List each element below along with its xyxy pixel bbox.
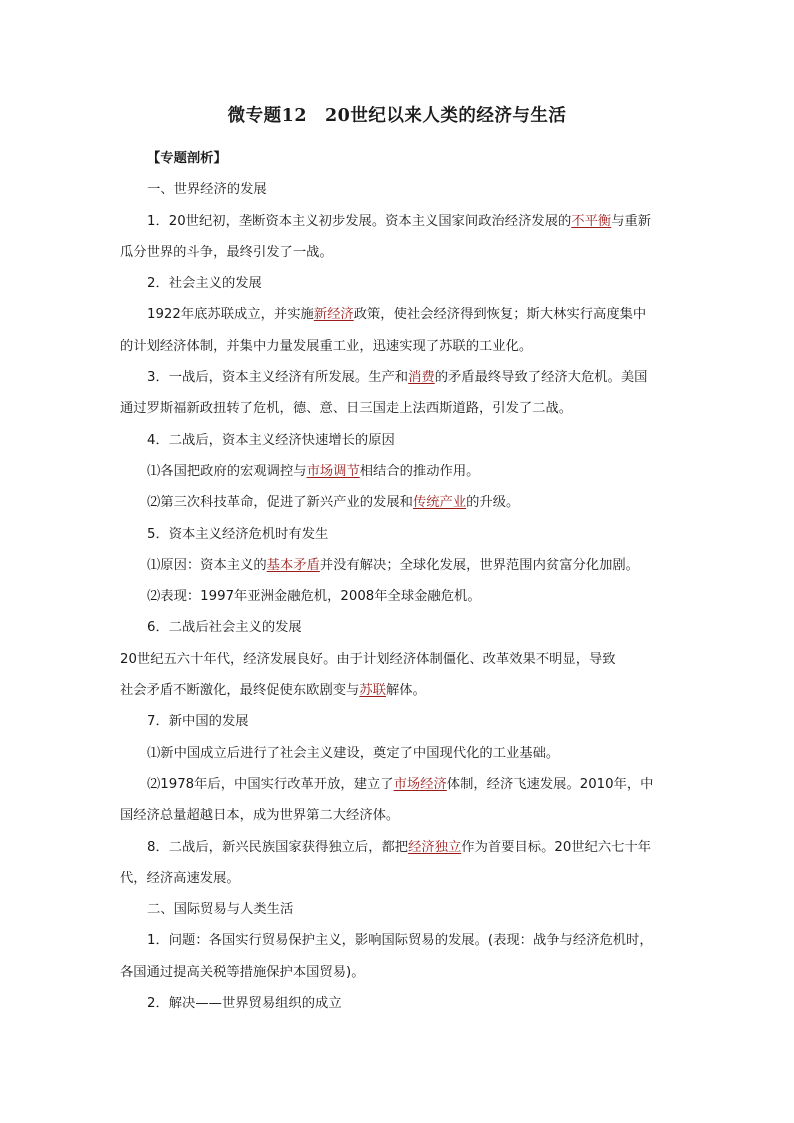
keyword-underline: 苏联 <box>359 683 386 699</box>
paragraph-line <box>120 362 674 393</box>
text-span: ⑴各国把政府的宏观调控与 <box>147 463 307 479</box>
paragraph-line: 代，经济高速发展。 <box>120 870 240 886</box>
text-span: 作为首要目标。20世纪六七十年 <box>461 839 652 855</box>
section-heading-2: 二、国际贸易与人类生活 <box>147 902 294 918</box>
item-2 <box>120 268 674 362</box>
item-heading: 2．社会主义的发展 <box>147 276 262 292</box>
keyword-underline: 市场经济 <box>393 776 447 792</box>
text-span: 解体。 <box>385 683 426 699</box>
keyword-underline: 市场调节 <box>306 463 360 479</box>
text-span: ⑵1978年后，中国实行改革开放，建立了 <box>147 776 394 792</box>
text-span: 1922年底苏联成立，并实施 <box>147 307 314 323</box>
trade-item-2: 2．解决——世界贸易组织的成立 <box>147 996 342 1012</box>
keyword-underline: 基本矛盾 <box>266 557 320 573</box>
page-title: 微专题12 20世纪以来人类的经济与生活 <box>227 106 567 126</box>
paragraph-line: ⑴新中国成立后进行了社会主义建设，奠定了中国现代化的工业基础。 <box>147 745 560 761</box>
item-3 <box>120 362 674 425</box>
text-span: 社会矛盾不断激化，最终促使东欧剧变与 <box>120 683 360 699</box>
item-heading: 7．新中国的发展 <box>147 714 249 730</box>
text-span: 相结合的推动作用。 <box>359 463 480 479</box>
paragraph-line: 国经济总量超越日本，成为世界第二大经济体。 <box>120 808 400 824</box>
item-heading: 4．二战后，资本主义经济快速增长的原因 <box>147 432 395 448</box>
trade-item-1 <box>120 925 674 988</box>
paragraph-line: ⑵表现：1997年亚洲金融危机，2008年全球金融危机。 <box>147 589 481 605</box>
paragraph-line <box>120 299 674 330</box>
paragraph-line: 瓜分世界的斗争，最终引发了一战。 <box>120 244 333 260</box>
keyword-underline: 消费 <box>408 370 435 386</box>
paragraph-line <box>120 675 674 706</box>
text-span: 的矛盾最终导致了经济大危机。美国 <box>434 370 648 386</box>
text-span: 1．20世纪初，垄断资本主义初步发展。资本主义国家间政治经济发展的 <box>147 213 572 229</box>
item-4 <box>120 425 674 519</box>
paragraph-line <box>120 832 674 863</box>
section-label: 【专题剖析】 <box>147 151 227 166</box>
text-span: 政策，使社会经济得到恢复；斯大林实行高度集中 <box>353 307 647 323</box>
text-span: 并没有解决；全球化发展，世界范围内贫富分化加剧。 <box>319 557 639 573</box>
item-1 <box>120 206 674 269</box>
paragraph-line: 通过罗斯福新政扭转了危机，德、意、日三国走上法西斯道路，引发了二战。 <box>120 401 573 417</box>
text-span: 8．二战后，新兴民族国家获得独立后，都把 <box>147 839 409 855</box>
paragraph-line <box>120 456 674 487</box>
paragraph-line <box>120 487 674 518</box>
keyword-underline: 传统产业 <box>412 495 467 511</box>
item-heading: 5．资本主义经济危机时有发生 <box>147 526 329 542</box>
document-body <box>120 143 674 1019</box>
item-7 <box>120 706 674 831</box>
paragraph-line: 1．问题：各国实行贸易保护主义，影响国际贸易的发展。(表现：战争与经济危机时， <box>147 933 653 949</box>
paragraph-line <box>120 769 674 800</box>
paragraph-line: 20世纪五六十年代，经济发展良好。由于计划经济体制僵化、改革效果不明显，导致 <box>120 651 616 667</box>
section-heading-1: 一、世界经济的发展 <box>147 182 267 198</box>
text-span: 与重新 <box>611 213 652 229</box>
text-span: 的升级。 <box>466 495 520 511</box>
paragraph-line: 各国通过提高关税等措施保护本国贸易)。 <box>120 964 365 980</box>
keyword-underline: 经济独立 <box>408 839 462 855</box>
keyword-underline: 新经济 <box>313 307 354 323</box>
item-8 <box>120 832 674 895</box>
text-span: 体制，经济飞速发展。2010年，中 <box>446 776 654 792</box>
item-6 <box>120 612 674 706</box>
paragraph-line <box>120 550 674 581</box>
paragraph-line <box>120 206 674 237</box>
keyword-underline: 不平衡 <box>571 213 612 229</box>
text-span: 3．一战后，资本主义经济有所发展。生产和 <box>147 370 409 386</box>
text-span: ⑴原因：资本主义的 <box>147 557 267 573</box>
item-5 <box>120 519 674 613</box>
text-span: ⑵第三次科技革命，促进了新兴产业的发展和 <box>147 495 413 511</box>
item-heading: 6．二战后社会主义的发展 <box>147 620 302 636</box>
paragraph-line: 的计划经济体制，并集中力量发展重工业，迅速实现了苏联的工业化。 <box>120 338 533 354</box>
